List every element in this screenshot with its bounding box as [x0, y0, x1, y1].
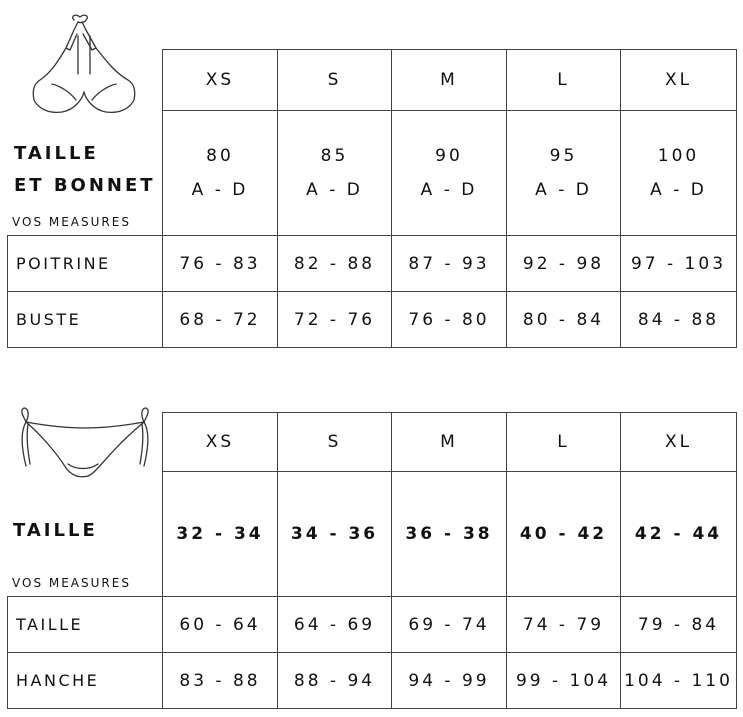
measure-cell: 104 - 110	[621, 653, 737, 709]
row-label-poitrine: POITRINE	[8, 236, 163, 292]
size-header-l: L	[507, 50, 621, 111]
size-header-s: S	[278, 413, 392, 472]
bottom-size-label: TAILLE	[13, 520, 98, 541]
measure-cell: 68 - 72	[163, 292, 278, 348]
size-header-m: M	[392, 413, 507, 472]
band-value: 100	[657, 146, 700, 166]
measure-cell: 69 - 74	[392, 597, 507, 653]
measures-label-bottom: VOS MEASURES	[12, 576, 131, 590]
band-cup-cell	[392, 111, 507, 236]
size-header-s: S	[278, 50, 392, 111]
size-header-xs: XS	[163, 413, 278, 472]
size-range-cell: 34 - 36	[278, 472, 392, 597]
row-label-buste: BUSTE	[8, 292, 163, 348]
bottom-size-table	[7, 412, 737, 709]
measure-cell: 82 - 88	[278, 236, 392, 292]
measure-cell: 83 - 88	[163, 653, 278, 709]
cup-range: A - D	[191, 180, 249, 200]
measure-cell: 99 - 104	[507, 653, 621, 709]
measure-cell: 60 - 64	[163, 597, 278, 653]
size-header-xl: XL	[621, 50, 737, 111]
band-value: 80	[206, 146, 234, 166]
band-value: 95	[549, 146, 578, 166]
size-range-cell: 32 - 34	[163, 472, 278, 597]
band-cup-cell	[163, 111, 278, 236]
cup-label-line1: TAILLE	[14, 143, 99, 164]
size-range-cell: 42 - 44	[621, 472, 737, 597]
measure-cell: 88 - 94	[278, 653, 392, 709]
table-row	[8, 236, 737, 292]
measure-cell: 84 - 88	[621, 292, 737, 348]
measure-cell: 79 - 84	[621, 597, 737, 653]
table-row	[8, 653, 737, 709]
band-value: 90	[435, 146, 463, 166]
size-range-cell: 36 - 38	[392, 472, 507, 597]
table-row	[8, 292, 737, 348]
measure-cell: 64 - 69	[278, 597, 392, 653]
cup-range: A - D	[535, 180, 592, 200]
cup-range: A - D	[420, 180, 478, 200]
cup-label-line2: ET BONNET	[14, 175, 156, 196]
cup-range: A - D	[650, 180, 707, 200]
measure-cell: 87 - 93	[392, 236, 507, 292]
measure-cell: 72 - 76	[278, 292, 392, 348]
top-size-table	[7, 49, 737, 348]
measure-cell: 76 - 80	[392, 292, 507, 348]
band-value: 85	[320, 146, 349, 166]
row-label-taille: TAILLE	[8, 597, 163, 653]
size-header-xs: XS	[163, 50, 278, 111]
band-cup-cell	[621, 111, 737, 236]
size-header-l: L	[507, 413, 621, 472]
size-header-m: M	[392, 50, 507, 111]
measure-cell: 74 - 79	[507, 597, 621, 653]
measure-cell: 80 - 84	[507, 292, 621, 348]
size-header-xl: XL	[621, 413, 737, 472]
band-cup-cell	[507, 111, 621, 236]
measure-cell: 92 - 98	[507, 236, 621, 292]
measure-cell: 97 - 103	[621, 236, 737, 292]
measure-cell: 94 - 99	[392, 653, 507, 709]
row-label-hanche: HANCHE	[8, 653, 163, 709]
size-range-cell: 40 - 42	[507, 472, 621, 597]
cup-range: A - D	[306, 180, 363, 200]
measure-cell: 76 - 83	[163, 236, 278, 292]
table-row	[8, 597, 737, 653]
measures-label-top: VOS MEASURES	[12, 215, 131, 229]
band-cup-cell	[278, 111, 392, 236]
